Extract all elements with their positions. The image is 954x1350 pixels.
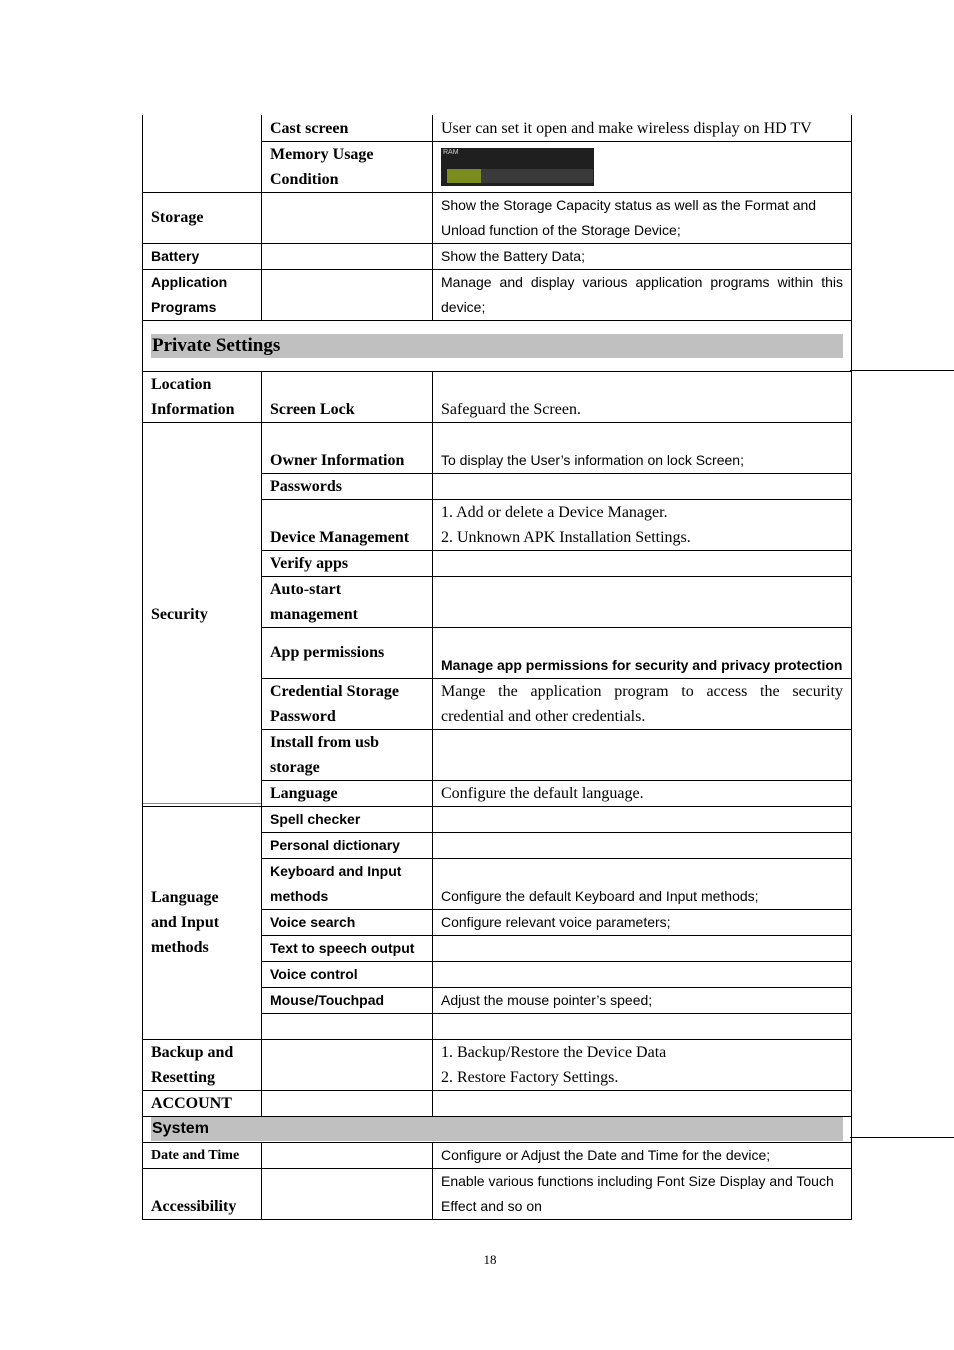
category-cell: Security [143, 422, 262, 806]
description-cell: User can set it open and make wireless display on HD TV [433, 115, 852, 141]
item-cell: Passwords [262, 473, 433, 499]
description-cell: Configure or Adjust the Date and Time for the device; [433, 1142, 852, 1168]
section-heading: Private Settings [151, 334, 843, 358]
description-cell: Enable various functions including Font Size Display and Touch Effect and so on [433, 1168, 852, 1219]
item-cell: Auto-start management [262, 576, 433, 627]
table-row [143, 1039, 852, 1090]
description-cell: Mange the application program to access the security credential and other credentials. [433, 678, 852, 729]
description-cell: Configure the default Keyboard and Input methods; [433, 858, 852, 909]
description-cell [433, 832, 852, 858]
description-cell [433, 806, 852, 832]
divider-line-accent [143, 803, 261, 804]
item-cell-empty [262, 1013, 433, 1039]
table-row [143, 269, 852, 320]
section-row [143, 1116, 852, 1142]
description-cell: Configure relevant voice parameters; [433, 909, 852, 935]
description-cell: Safeguard the Screen. [433, 371, 852, 422]
item-cell: Owner Information [262, 422, 433, 473]
category-cell: Accessibility [143, 1168, 262, 1219]
table-row [143, 115, 852, 141]
category-cell: ACCOUNT [143, 1090, 262, 1116]
description-cell-empty [433, 1090, 852, 1116]
description-cell [433, 499, 852, 550]
item-cell: Credential Storage Password [262, 678, 433, 729]
table-row [143, 1168, 852, 1219]
description-cell [433, 935, 852, 961]
table-row [143, 243, 852, 269]
memory-usage-fill [447, 169, 481, 183]
divider-line [850, 370, 954, 371]
memory-usage-widget [441, 148, 594, 186]
description-line: 2. Restore Factory Settings. [441, 1068, 619, 1086]
description-cell: Show the Battery Data; [433, 243, 852, 269]
item-cell: Spell checker [262, 806, 433, 832]
description-cell: Show the Storage Capacity status as well as the Format and Unload function of the Storage Device; [433, 192, 852, 243]
item-cell-empty [262, 1168, 433, 1219]
description-cell: Manage app permissions for security and privacy protection [433, 627, 852, 678]
item-cell-empty [262, 1039, 433, 1090]
item-cell: Mouse/Touchpad [262, 987, 433, 1013]
category-cell: Backup and Resetting [143, 1039, 262, 1090]
description-line: 2. Unknown APK Installation Settings. [441, 528, 691, 546]
item-cell: Language [262, 780, 433, 806]
category-cell: Date and Time [143, 1142, 262, 1168]
description-cell [433, 141, 852, 192]
item-cell: Memory Usage Condition [262, 141, 433, 192]
item-cell: Voice search [262, 909, 433, 935]
table-row [143, 371, 852, 422]
table-row [143, 192, 852, 243]
description-line: 1. Add or delete a Device Manager. [441, 503, 668, 521]
item-cell: Cast screen [262, 115, 433, 141]
section-heading: System [151, 1117, 843, 1141]
table-row [143, 806, 852, 832]
table-row [143, 1142, 852, 1168]
description-cell [433, 1039, 852, 1090]
category-label: Language and Input methods [151, 889, 220, 956]
item-cell: Install from usb storage [262, 729, 433, 780]
description-cell [433, 961, 852, 987]
divider-line [850, 1137, 954, 1138]
item-cell-empty [262, 1142, 433, 1168]
page-number: 18 [483, 1252, 497, 1267]
item-cell: Device Management [262, 499, 433, 550]
category-cell-empty [143, 115, 262, 192]
description-cell [433, 473, 852, 499]
item-cell: Text to speech output [262, 935, 433, 961]
category-cell [143, 806, 262, 1039]
item-cell-empty [262, 192, 433, 243]
description-cell [433, 576, 852, 627]
category-cell: Location Information [143, 371, 262, 422]
item-cell: Screen Lock [262, 371, 433, 422]
item-cell: Personal dictionary [262, 832, 433, 858]
description-cell [433, 550, 852, 576]
description-cell: Manage and display various application programs within this device; [433, 269, 852, 320]
description-cell: Adjust the mouse pointer’s speed; [433, 987, 852, 1013]
category-cell: Application Programs [143, 269, 262, 320]
item-cell-empty [262, 269, 433, 320]
section-heading-cell [143, 1116, 852, 1142]
item-cell-empty [262, 1090, 433, 1116]
settings-table [142, 115, 852, 1220]
table-row [143, 422, 852, 473]
item-cell: Verify apps [262, 550, 433, 576]
description-cell-empty [433, 1013, 852, 1039]
description-cell: To display the User’s information on lock Screen; [433, 422, 852, 473]
category-cell: Battery [143, 243, 262, 269]
description-line: 1. Backup/Restore the Device Data [441, 1043, 667, 1061]
item-cell: Keyboard and Input methods [262, 858, 433, 909]
description-cell: Configure the default language. [433, 780, 852, 806]
memory-widget-label: RAM [443, 148, 459, 156]
category-cell: Storage [143, 192, 262, 243]
table-row [143, 1090, 852, 1116]
memory-usage-bar [447, 169, 593, 183]
item-cell: App permissions [262, 627, 433, 678]
item-cell-empty [262, 243, 433, 269]
description-cell [433, 729, 852, 780]
item-cell: Voice control [262, 961, 433, 987]
section-row [143, 320, 852, 371]
section-heading-cell [143, 320, 852, 371]
